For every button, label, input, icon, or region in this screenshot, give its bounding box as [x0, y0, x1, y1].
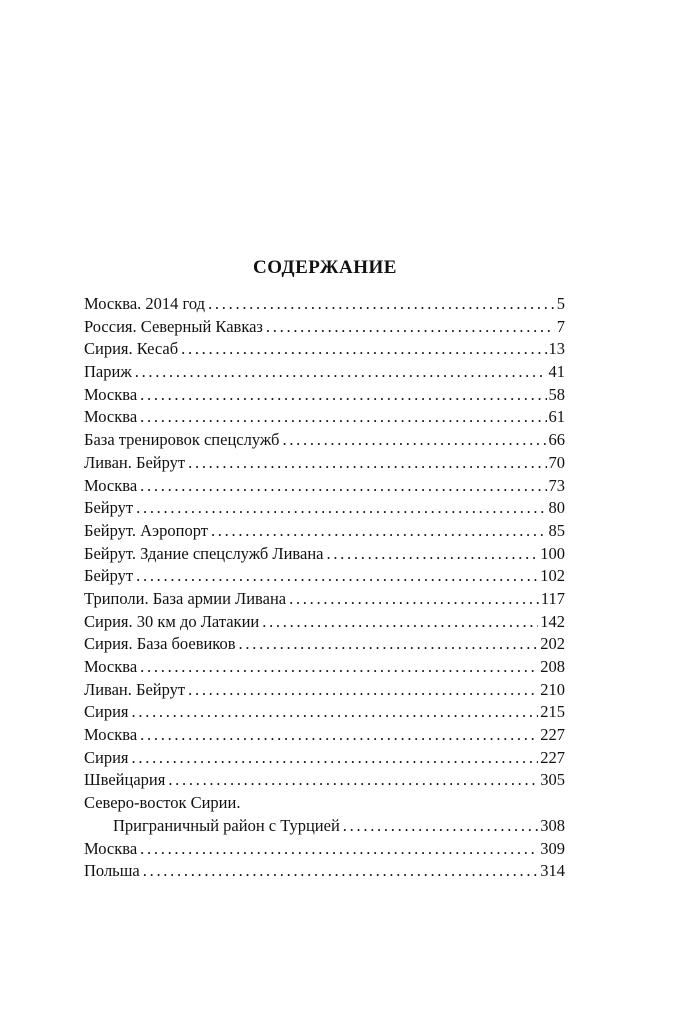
- toc-entry-page: 85: [548, 520, 565, 540]
- dot-leader: [132, 747, 539, 770]
- toc-entry-label: Москва: [84, 657, 138, 676]
- toc-entry[interactable]: [84, 588, 565, 611]
- toc-entry[interactable]: [84, 520, 565, 543]
- toc-entry[interactable]: [84, 860, 565, 883]
- toc-entry-page: 208: [540, 657, 565, 676]
- dot-leader: [140, 384, 546, 407]
- dot-leader: [135, 361, 547, 384]
- toc-entry-label: Россия. Северный Кавказ: [84, 316, 263, 336]
- toc-entry[interactable]: [84, 633, 565, 656]
- dot-leader: [136, 497, 546, 520]
- toc-entry-page: 215: [540, 702, 565, 722]
- toc-entry-page: 309: [540, 838, 565, 858]
- toc-entry-page: 202: [540, 634, 565, 654]
- toc-entry-subentry[interactable]: [84, 815, 565, 838]
- toc-entry[interactable]: [84, 293, 565, 316]
- toc-entry[interactable]: [84, 701, 565, 724]
- toc-entry[interactable]: [84, 452, 565, 475]
- dot-leader: [140, 838, 538, 861]
- toc-entry-page: 210: [540, 679, 565, 699]
- dot-leader: [181, 338, 546, 361]
- toc-entry-page: 7: [556, 316, 565, 336]
- dot-leader: [188, 679, 538, 702]
- toc-entry-page: 117: [540, 588, 565, 608]
- toc-entry-label: Сирия. 30 км до Латакии: [84, 611, 260, 631]
- toc-entry[interactable]: [84, 565, 565, 588]
- toc-entry-label: Швейцария: [84, 770, 166, 790]
- toc-entry-page: 70: [548, 452, 565, 472]
- toc-entry-page: 73: [548, 475, 565, 495]
- dot-leader: [239, 633, 539, 656]
- toc-entry[interactable]: [84, 679, 565, 702]
- toc-entry[interactable]: [84, 429, 565, 452]
- dot-leader: [266, 316, 555, 339]
- dot-leader: [140, 724, 538, 747]
- toc-entry[interactable]: [84, 361, 565, 384]
- toc-entry[interactable]: [84, 769, 565, 792]
- toc-entry-page: 102: [540, 566, 565, 586]
- toc-entry[interactable]: [84, 724, 565, 747]
- toc-entry[interactable]: [84, 406, 565, 429]
- toc-entry-label: Сирия. База боевиков: [84, 634, 236, 654]
- toc-entry[interactable]: [84, 838, 565, 861]
- dot-leader: [140, 656, 538, 679]
- toc-entry-label: Москва: [84, 475, 138, 495]
- toc-entry-page: 5: [556, 294, 565, 313]
- toc-entry-page: 100: [540, 543, 565, 563]
- dot-leader: [282, 429, 546, 452]
- toc-entry[interactable]: [84, 747, 565, 770]
- dot-leader: [289, 588, 539, 611]
- dot-leader: [208, 293, 555, 316]
- toc-entry-page: 227: [540, 725, 565, 745]
- toc-entry-page: 305: [540, 770, 565, 790]
- toc-list: [84, 293, 565, 883]
- toc-entry-label: Ливан. Бейрут: [84, 452, 186, 472]
- toc-entry-page: 308: [540, 815, 565, 835]
- dot-leader: [143, 860, 539, 883]
- toc-entry[interactable]: [84, 475, 565, 498]
- toc-entry-page: 58: [548, 384, 565, 404]
- toc-entry-label: Париж: [84, 362, 132, 382]
- toc-entry-label: Бейрут. Здание спецслужб Ливана: [84, 543, 324, 563]
- toc-entry-label: Москва: [84, 384, 138, 404]
- dot-leader: [132, 701, 539, 724]
- toc-entry-label: Сирия: [84, 747, 129, 767]
- toc-entry-label: Северо-восток Сирии.: [84, 793, 241, 813]
- dot-leader: [211, 520, 547, 543]
- dot-leader: [168, 769, 538, 792]
- dot-leader: [140, 406, 546, 429]
- toc-entry-label: Москва: [84, 725, 138, 745]
- toc-entry-page: 61: [548, 407, 565, 427]
- toc-entry-label: Ливан. Бейрут: [84, 679, 186, 699]
- dot-leader: [140, 475, 546, 498]
- toc-entry-label: Бейрут. Аэропорт: [84, 520, 208, 540]
- toc-entry-label: Триполи. База армии Ливана: [84, 588, 287, 608]
- toc-entry-label: Москва: [84, 407, 138, 427]
- dot-leader: [343, 815, 538, 838]
- toc-entry-label: Приграничный район с Турцией: [113, 815, 340, 835]
- toc-entry-page: 13: [548, 339, 565, 359]
- toc-entry[interactable]: [84, 316, 565, 339]
- toc-entry[interactable]: [84, 497, 565, 520]
- toc-entry[interactable]: [84, 384, 565, 407]
- toc-entry-label: Москва. 2014 год: [84, 294, 206, 313]
- dot-leader: [262, 611, 538, 634]
- dot-leader: [136, 565, 538, 588]
- toc-entry-page: 80: [548, 498, 565, 518]
- toc-entry-page: 227: [540, 747, 565, 767]
- toc-title: СОДЕРЖАНИЕ: [253, 257, 397, 278]
- toc-entry[interactable]: [84, 656, 565, 679]
- toc-entry[interactable]: [84, 543, 565, 566]
- toc-entry-page: 142: [540, 611, 565, 631]
- toc-entry-label: База тренировок спецслужб: [84, 430, 280, 450]
- toc-entry-page: 314: [540, 861, 565, 881]
- toc-entry-page: 66: [548, 430, 565, 450]
- toc-entry-label: Бейрут: [84, 566, 134, 586]
- dot-leader: [188, 452, 546, 475]
- toc-entry[interactable]: [84, 338, 565, 361]
- toc-entry-label: Москва: [84, 838, 138, 858]
- toc-entry-label: Сирия: [84, 702, 129, 722]
- toc-entry-label: Сирия. Кесаб: [84, 339, 179, 359]
- toc-entry-heading[interactable]: [84, 792, 565, 815]
- dot-leader: [326, 543, 538, 566]
- toc-entry-label: Польша: [84, 861, 140, 881]
- toc-entry-page: 41: [548, 362, 565, 382]
- toc-entry[interactable]: [84, 611, 565, 634]
- toc-entry-label: Бейрут: [84, 498, 134, 518]
